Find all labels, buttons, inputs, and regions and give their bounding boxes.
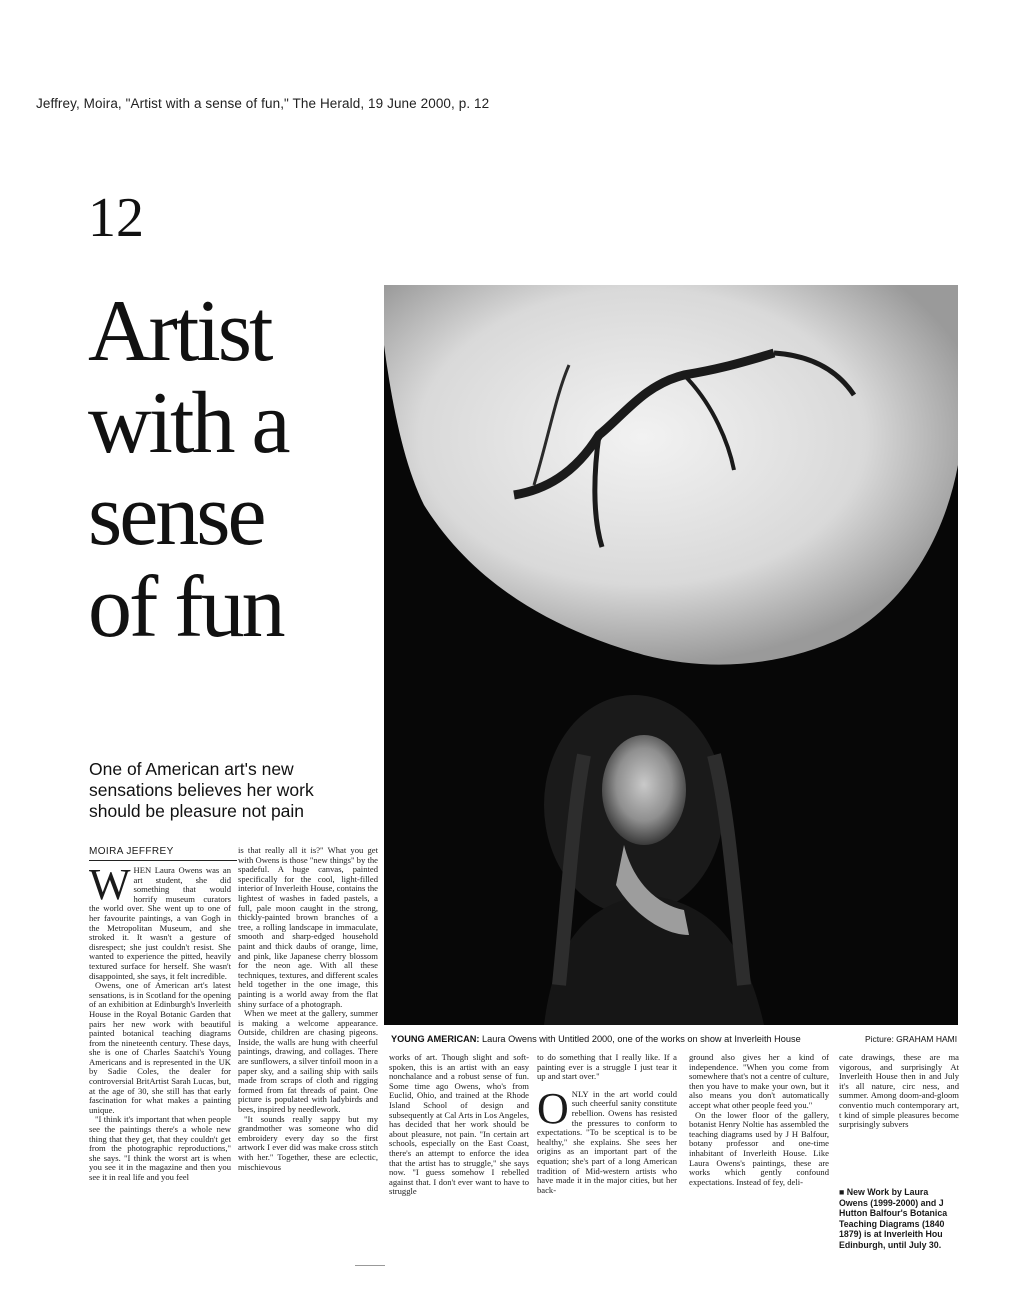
drop-cap: O <box>537 1083 569 1133</box>
photo-credit: Picture: GRAHAM HAMI <box>865 1034 958 1044</box>
article-column-3 <box>389 1053 529 1197</box>
article-paragraph: ONLY in the art world could such cheerful sanity constitute rebellion. Owens has resisted the pressures to conform to expectations. "To be sceptical is to be healthy," she explains. She sees her origins as an important part of the equation; she's part of a long American tradition of Mid-western artists who have made it in the major cities, but her back- <box>537 1083 677 1195</box>
caption-text: Laura Owens with Untitled 2000, one of the works on show at Inverleith House <box>479 1034 801 1044</box>
exhibition-infobox: ■ New Work by Laura Owens (1999-2000) and J Hutton Balfour's Botanica Teaching Diagrams (1840 1879) is at Inverleith Hou Edinburgh, until July 30. <box>839 1187 948 1250</box>
article-column-5 <box>689 1053 829 1187</box>
headline-line-4: of fun <box>88 559 283 656</box>
article-paragraph: WHEN Laura Owens was an art student, she did something that would horrify museum curators the world over. She went up to one of her favourite paintings, a van Gogh in the Metropolitan Museum, and she stroked it. It wasn't a gesture of disrespect; she just couldn't resist. She wanted to experience the pitted, heavily textured surface for herself. She wasn't disappointed, she says, it felt incredible. <box>89 860 231 981</box>
article-paragraph: "I think it's important that when people see the paintings there's a whole new thing that they get, that they couldn't get from the photographic reproductions," she says. "I think the worst art is when you see it in the magazine and then you see it in real life and you feel <box>89 1114 231 1182</box>
headline <box>88 283 388 656</box>
caption-label: YOUNG AMERICAN: <box>391 1034 480 1044</box>
drop-cap: W <box>89 860 131 909</box>
article-paragraph: cate drawings, these are ma vigorous, and surprisingly At Inverleith House then in and July it's all nature, circ ness, and summer. Among doom-and-gloom conventio much contemporary art, t kind of simple pleasures become surprisingly subvers <box>839 1052 959 1130</box>
article-paragraph: is that really all it is?" What you get with Owens is those "new things" by the spadeful. A huge canvas, painted specifically for the cool, light-filled interior of Inverleith House, contains the lightest of washes in faded pastels, a full, pale moon caught in the strong, thickly-painted brown branches of a tree, a rolling landscape in immaculate, smooth and sharp-edged household paint and thick daubs of orange, lime, and pink, like Japanese cherry blossom for the neon age. With all these techniques, textures, and different scales held together in the one image, this painting is a world away from the flat shiny surface of a photograph. <box>238 845 378 1009</box>
footer-rule <box>355 1265 385 1266</box>
article-paragraph: works of art. Though slight and soft-spoken, this is an artist with an easy nonchalance and a robust sense of fun. Some time ago Owens, who's from Euclid, Ohio, and trained at the Rhode Island School of design and subsequently at Cal Arts in Los Angeles, has decided that her work should be about pleasure, not pain. "In certain art schools, especially on the East Coast, there's an attempt to enforce the idea that the artist has to struggle," she says now. "I guess somehow I rebelled against that. I don't ever want to have to struggle <box>389 1052 529 1197</box>
article-column-6 <box>839 1053 959 1130</box>
article-paragraph: Owens, one of American art's latest sensations, is in Scotland for the opening of an exhibition at Edinburgh's Inverleith House in the Royal Botanic Garden that pairs her new work with beautiful painted botanical teaching diagrams from the nineteenth century. These days, she is one of Charles Saatchi's Young Americans and is represented in the UK by Sadie Coles, the dealer for controversial BritArtist Sarah Lucas, but, at the age of 30, she still has that early fascination for what makes a painting unique. <box>89 980 231 1115</box>
article-column-2 <box>238 846 378 1172</box>
byline: MOIRA JEFFREY <box>89 846 237 861</box>
article-paragraph: ground also gives her a kind of independence. "When you come from somewhere that's not a centre of culture, then you have to make your own, but it also means you don't automatically accept what other people feed you." <box>689 1052 829 1110</box>
headline-line-3: sense <box>88 467 264 564</box>
article-column-1 <box>89 860 231 1183</box>
article-column-4 <box>537 1053 677 1195</box>
article-paragraph: to do something that I really like. If a painting ever is a struggle I just tear it up and start over." <box>537 1052 677 1082</box>
page-number: 12 <box>88 187 144 249</box>
article-paragraph: When we meet at the gallery, summer is making a welcome appearance. Outside, children are chasing pigeons. Inside, the walls are hung with cheerful paintings, drawing, and collages. There are sunflowers, a silver tinfoil moon in a paper sky, and a sailing ship with sails made from scraps of cloth and rigging formed from fat threads of paint. One picture is populated with ladybirds and bees, inspired by needlework. <box>238 1008 378 1115</box>
citation-header: Jeffrey, Moira, "Artist with a sense of fun," The Herald, 19 June 2000, p. 12 <box>36 96 490 111</box>
standfirst: One of American art's new sensations believes her work should be pleasure not pain <box>89 759 314 821</box>
headline-line-1: Artist <box>88 283 271 380</box>
photo-caption <box>391 1034 801 1044</box>
article-photo <box>384 285 958 1025</box>
article-paragraph: On the lower floor of the gallery, botanist Henry Noltie has assembled the teaching diagrams used by J H Balfour, botany professor and one-time inhabitant of Inverleith House. Like Laura Owens's paintings, these are works which gently confound expectations. Instead of fey, deli- <box>689 1109 829 1187</box>
article-paragraph: "It sounds really sappy but my grandmother was someone who did embroidery every day so the first artwork I ever did was make cross stitch with her." Together, these are eclectic, mischievous <box>238 1113 378 1172</box>
moon-painting-portrait-image <box>384 285 958 1025</box>
headline-line-2: with a <box>88 375 288 472</box>
